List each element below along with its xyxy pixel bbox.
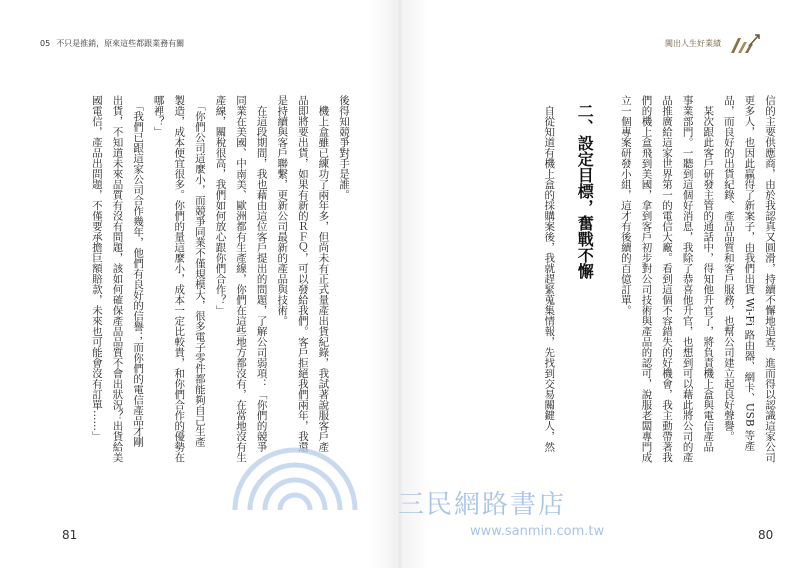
text-line: 國電信，產品出問題，不僅要承擔巨額賠款，未來也可能會沒有訂單……」 bbox=[90, 95, 103, 442]
page-number-left: 81 bbox=[62, 528, 78, 542]
text-line: 「我們已跟這家公司合作幾年，他們有良好的信譽；而你們的電信產品才剛 bbox=[132, 95, 145, 447]
chapter-number: 05 bbox=[40, 39, 51, 48]
page-number-right: 80 bbox=[758, 528, 774, 542]
text-line: 立一個專案研發小組，這才有後續的百億訂單。 bbox=[619, 95, 632, 316]
text-line: 「你們公司這麼小，而競爭同業不僅規模大，很多電子零件都能夠自己生產 bbox=[193, 95, 206, 447]
book-logo-icon bbox=[729, 32, 763, 54]
text-line: 後得知競爭對手是誰。 bbox=[338, 95, 350, 200]
watermark-logo-icon bbox=[225, 430, 395, 510]
running-header-left bbox=[40, 38, 184, 49]
text-line: 製造，成本便宜很多。你們的量這麼小，成本一定比較貴，和你們合作的優勢在 bbox=[173, 95, 186, 463]
watermark-name: 三民網路書店 bbox=[398, 490, 567, 520]
text-line: 在這段期間，我也藉由這位客戶提出的問題，了解公司弱項：「你們的競爭 bbox=[255, 95, 268, 452]
text-line: 某次跟此客戶研發主管的通話中，得知他升官了，將負責機上盒與電信產品 bbox=[702, 95, 715, 452]
section-heading: 二、設定目標，奮戰不懈 bbox=[575, 103, 595, 279]
text-line: 機上盒雖已練功了兩年多，但尚未有正式量產出貨紀錄，我試著說服客戶產 bbox=[317, 95, 330, 452]
right-page-body bbox=[452, 95, 780, 487]
text-line: 出貨，不知道未來品質有沒有問題，該如何確保產品品質不會出狀況？出貨給美 bbox=[111, 95, 124, 463]
book-title: 闖出人生好業績 bbox=[665, 38, 721, 48]
text-line: 們的機上盒飛到美國，拿到客戶初步對公司技術與產品的認可，說服老闆專門成 bbox=[640, 95, 653, 463]
text-line: 更多人，也因此贏得了新案子，由我們出貨 Wi-Fi 路由器、網卡、USB 等產 bbox=[743, 95, 756, 451]
running-header-right bbox=[665, 32, 763, 54]
chapter-title: 不只是推銷，原來這些都跟業務有關 bbox=[56, 39, 185, 48]
text-line: 哪裡？」 bbox=[152, 95, 165, 137]
text-line: 信的主要供應商，由於我認真又圓滑，持續不懈地追查，進而得以認識這家公司 bbox=[764, 95, 776, 463]
text-line: 事業部門。一聽到這個好消息，我除了恭喜他升官，也想到可以藉此將公司的產 bbox=[681, 95, 694, 463]
text-line: 品推廣給這家世界第一的電信大廠。看到這個不容錯失的好機會，我主動帶著我 bbox=[661, 95, 674, 463]
text-line: 是持續與客戶聯繫，更新公司最新的產品與技術。 bbox=[276, 95, 289, 326]
watermark-url: www.sanmin.com.tw bbox=[470, 524, 605, 539]
left-page-body bbox=[66, 95, 354, 487]
text-line: 自從知道有機上盒的採購案後，我就趕緊蒐集情報，先找到交易關鍵人，然 bbox=[543, 95, 556, 452]
text-line: 品即將要出貨，如果有新的ＲＦＱ，可以發給我們。客戶拒絕我們兩年，我還 bbox=[296, 95, 309, 452]
text-line: 品，而良好的出貨紀錄、產品品質和客戶服務，也幫公司建立起良好聲譽。 bbox=[722, 95, 735, 442]
text-line: 產線，關稅很高，我們如何放心跟你們合作？」 bbox=[214, 95, 227, 316]
text-line: 同業在美國、中南美、歐洲都有生產線，你們在這些地方都沒有，在當地沒有生 bbox=[235, 95, 248, 463]
